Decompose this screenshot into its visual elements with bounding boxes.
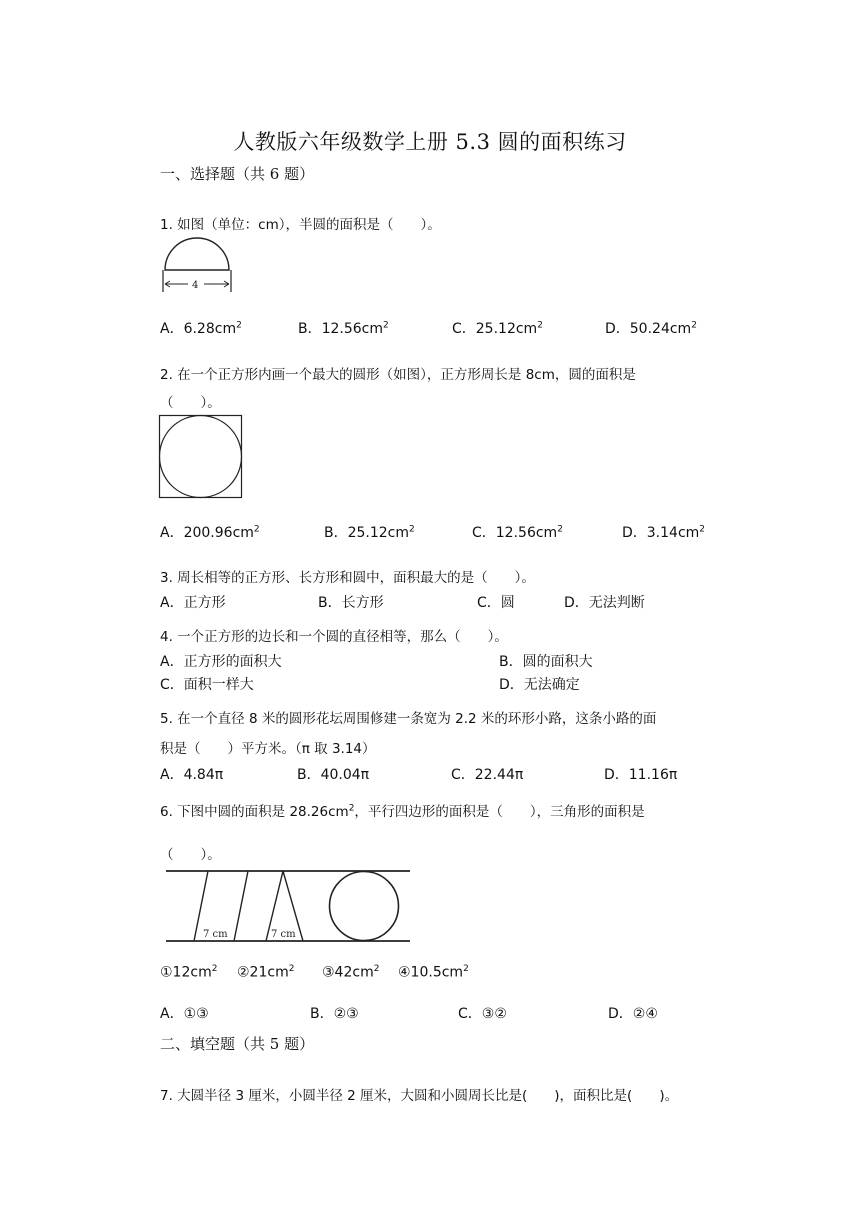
q6-option-c[interactable]: C．③② — [458, 1006, 507, 1022]
q2-option-a[interactable]: A．$200.96cm^2$ — [160, 524, 260, 541]
question-6-text: 6. 下图中圆的面积是 $28.26cm^2$，平行四边形的面积是（ ），三角形的面积是 — [160, 803, 645, 820]
section-heading-fill: 二、填空题（共 5 题） — [160, 1035, 315, 1053]
page-title: 人教版六年级数学上册 5.3 圆的面积练习 — [233, 130, 627, 154]
q5-option-c[interactable]: C．22.44π — [451, 767, 524, 783]
q6-choice-4: $④10.5cm^2$ — [398, 964, 469, 981]
question-4-text: 4. 一个正方形的边长和一个圆的直径相等，那么（ ）。 — [160, 629, 508, 645]
question-5-text: 5. 在一个直径 8 米的圆形花坛周围修建一条宽为 2.2 米的环形小路，这条小路的面 — [160, 711, 657, 727]
q2-option-c[interactable]: C．$12.56cm^2$ — [472, 524, 563, 541]
q3-option-a[interactable]: A．正方形 — [160, 595, 226, 611]
square-circle-figure — [159, 415, 243, 499]
q5-option-d[interactable]: D．11.16π — [604, 767, 678, 783]
q3-option-d[interactable]: D．无法判断 — [564, 595, 645, 611]
question-2-text: 2. 在一个正方形内画一个最大的圆形（如图），正方形周长是 8cm，圆的面积是 — [160, 367, 636, 383]
question-2-text-cont: （ ）。 — [160, 395, 221, 411]
q5-option-b[interactable]: B．40.04π — [297, 767, 370, 783]
q2-option-b[interactable]: B．$25.12cm^2$ — [324, 524, 415, 541]
q2-option-d[interactable]: D．$3.14cm^2$ — [622, 524, 706, 541]
question-6-text-cont: （ ）。 — [160, 847, 221, 863]
triangle-base-label: 7 cm — [271, 929, 296, 940]
q3-option-b[interactable]: B．长方形 — [318, 595, 384, 611]
q6-choice-2: $②21cm^2$ — [237, 964, 295, 981]
q5-option-a[interactable]: A．4.84π — [160, 767, 224, 783]
q4-option-c[interactable]: C．面积一样大 — [160, 677, 254, 693]
parallelogram-base-label: 7 cm — [203, 929, 228, 940]
question-1-text: 1. 如图（单位：cm），半圆的面积是（ ）。 — [160, 217, 441, 233]
q6-choice-3: $③42cm^2$ — [322, 964, 380, 981]
q4-option-b[interactable]: B．圆的面积大 — [499, 654, 593, 670]
q3-option-c[interactable]: C．圆 — [477, 595, 515, 611]
parallel-lines-figure — [166, 868, 412, 946]
semicircle-diameter-label: 4 — [192, 280, 199, 291]
question-3-text: 3. 周长相等的正方形、长方形和圆中，面积最大的是（ ）。 — [160, 570, 535, 586]
q1-option-c[interactable]: C．$25.12cm^2$ — [452, 320, 543, 337]
q4-option-d[interactable]: D．无法确定 — [499, 677, 580, 693]
q1-option-b[interactable]: B．$12.56cm^2$ — [298, 320, 389, 337]
question-5-text-cont: 积是（ ）平方米。（π 取 3.14） — [160, 741, 376, 757]
q1-option-d[interactable]: D．$50.24cm^2$ — [605, 320, 697, 337]
q6-option-d[interactable]: D．②④ — [608, 1006, 658, 1022]
q6-choice-1: $①12cm^2$ — [160, 964, 218, 981]
q4-option-a[interactable]: A．正方形的面积大 — [160, 654, 282, 670]
section-heading-choice: 一、选择题（共 6 题） — [160, 165, 315, 183]
q6-option-b[interactable]: B．②③ — [310, 1006, 359, 1022]
q1-option-a[interactable]: A．$6.28cm^2$ — [160, 320, 242, 337]
q6-option-a[interactable]: A．①③ — [160, 1006, 209, 1022]
semicircle-figure — [160, 240, 235, 295]
question-7-text: 7. 大圆半径 3 厘米，小圆半径 2 厘米，大圆和小圆周长比是( )，面积比是( )。 — [160, 1088, 679, 1104]
